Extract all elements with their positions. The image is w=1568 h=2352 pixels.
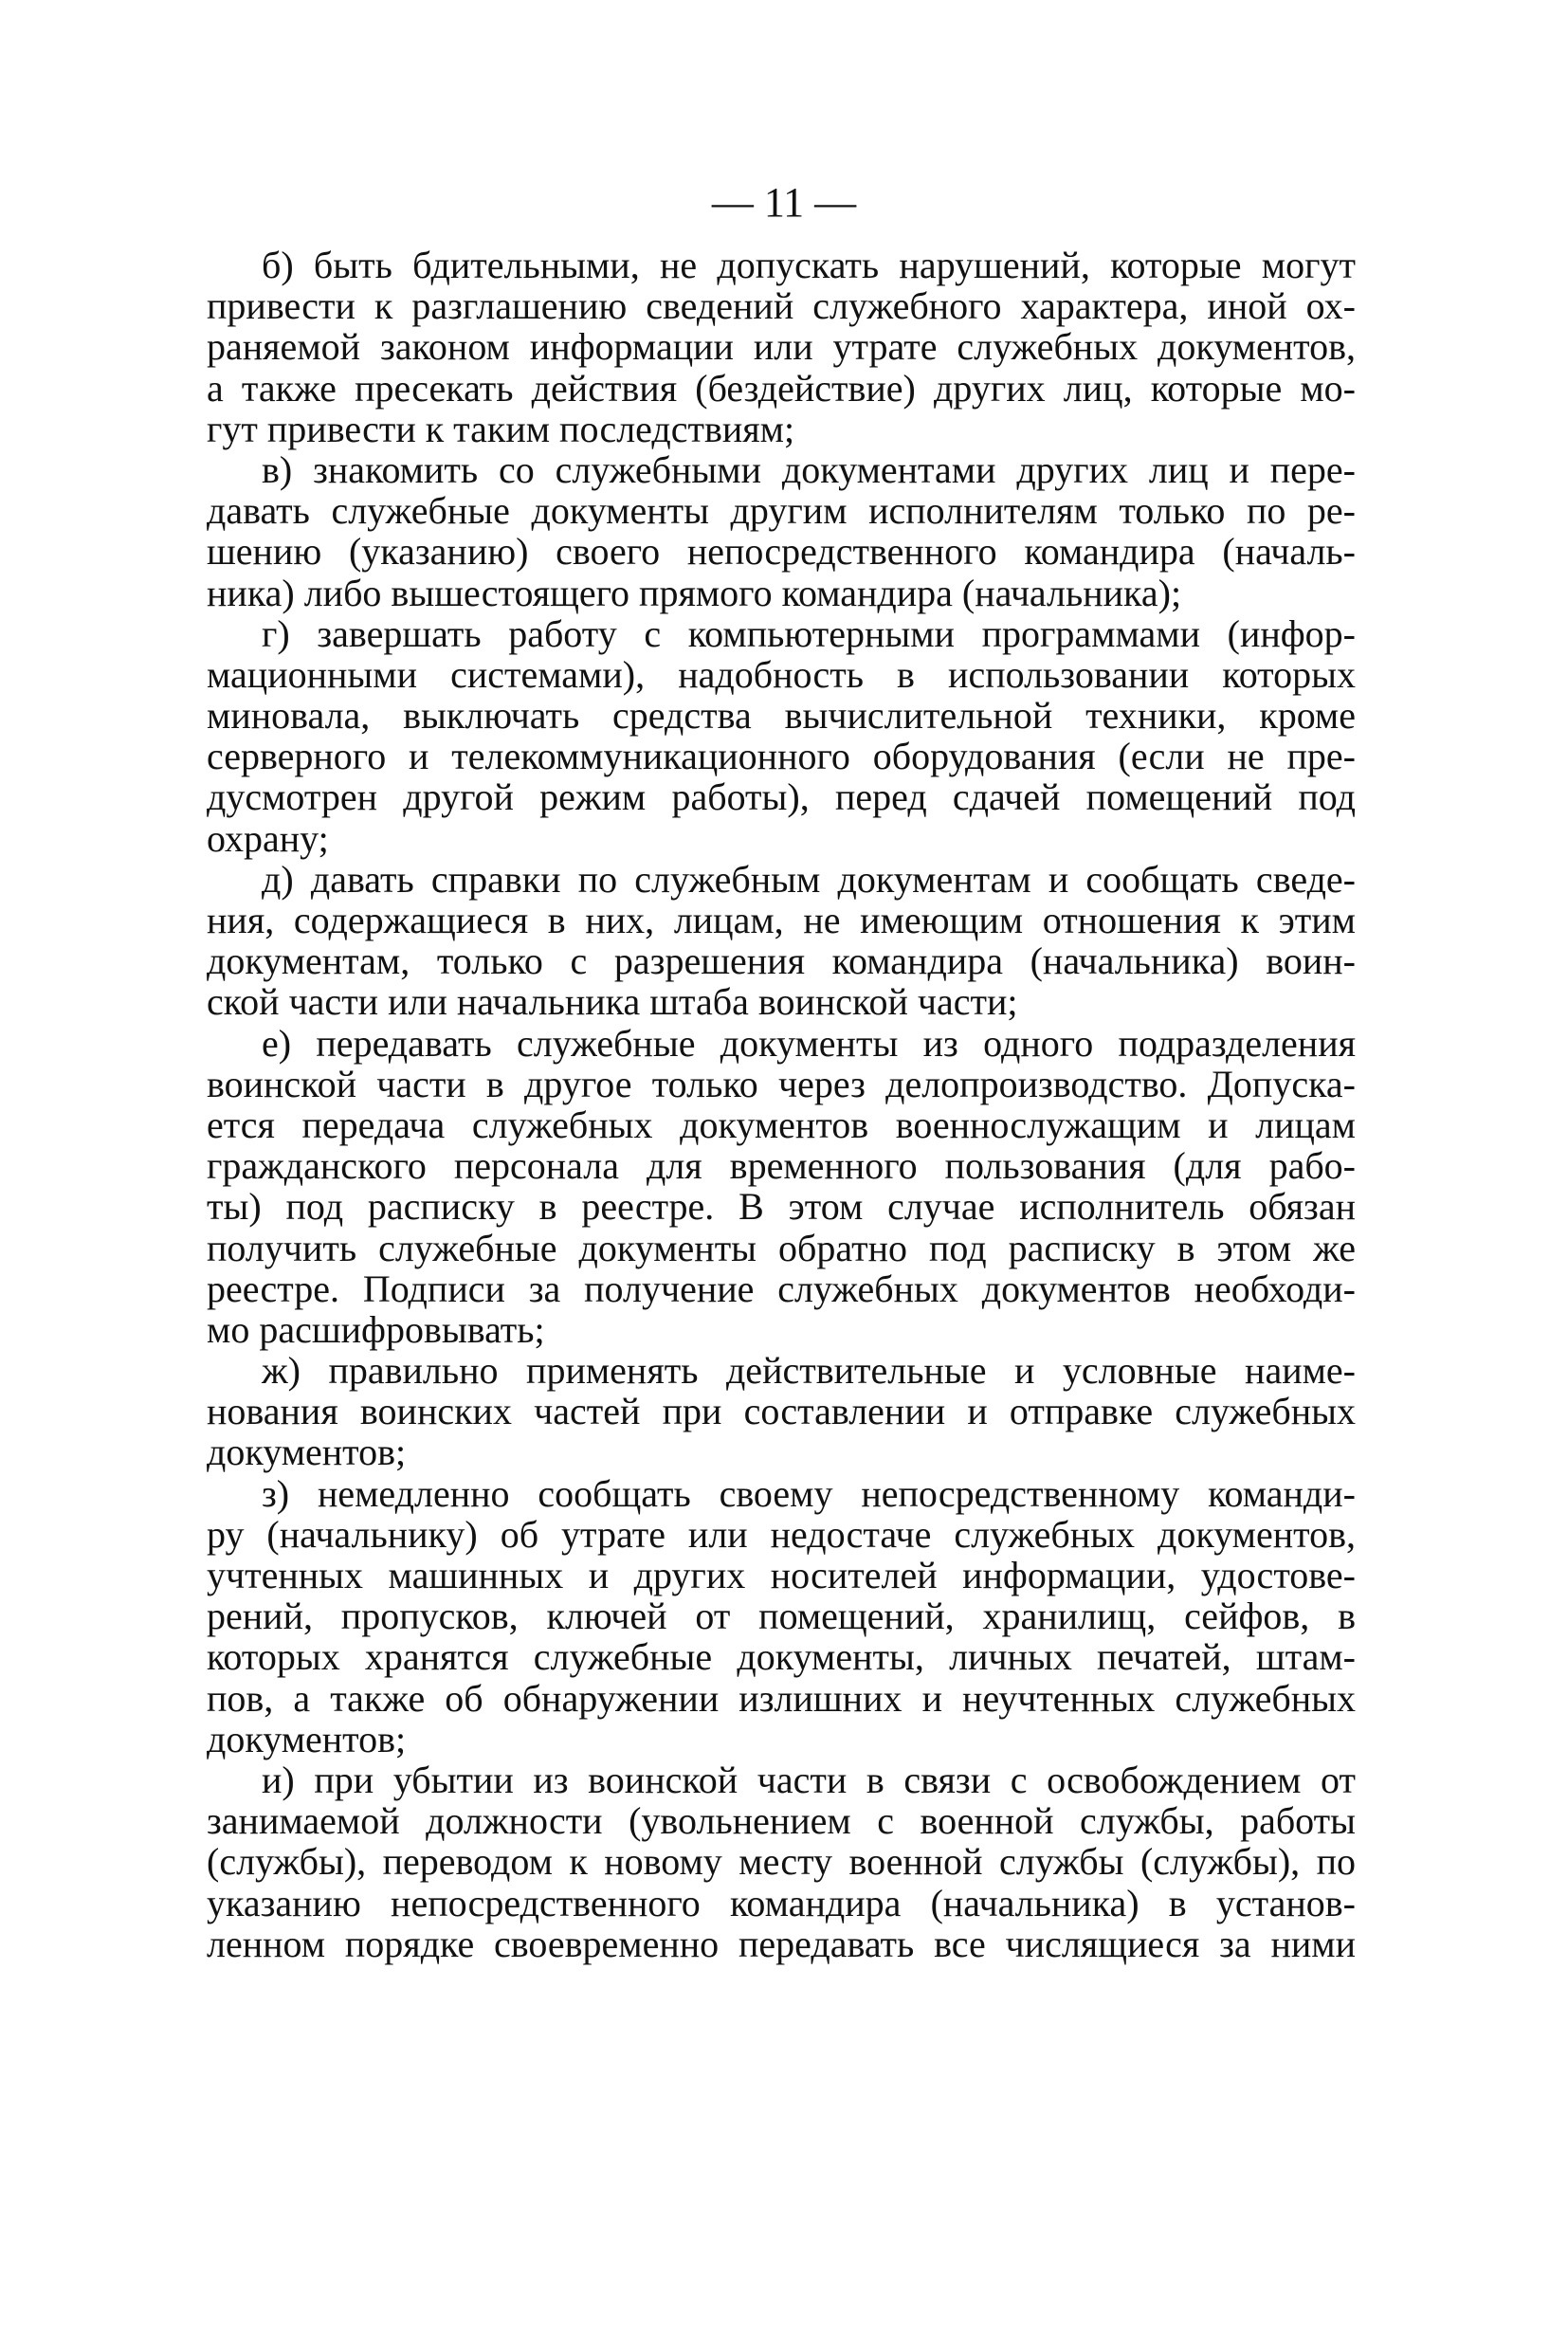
text-line: ленном порядке своевременно передавать все числящиеся за ними: [207, 1922, 1356, 1965]
text-line: которых хранятся служебные документы, личных печатей, штам-: [207, 1635, 1356, 1679]
page-number: — 11 —: [711, 179, 857, 226]
text-line: а также пресекать действия (бездействие) других лиц, которые мо-: [207, 366, 1356, 410]
text-line: получить служебные документы обратно под расписку в этом же: [207, 1226, 1356, 1269]
text-line: д) давать справки по служебным документам и сообщать сведе-: [262, 857, 1356, 901]
text-line: шению (указанию) своего непосредственного командира (началь-: [207, 530, 1356, 574]
text-line: ты) под расписку в реестре. В этом случае исполнитель обязан: [207, 1185, 1356, 1229]
paragraph: [207, 1473, 1356, 1759]
paragraph: [207, 449, 1356, 613]
text-line: е) передавать служебные документы из одного подразделения: [262, 1021, 1356, 1065]
text-line: воинской части в другое только через делопроизводство. Допуска-: [207, 1062, 1356, 1105]
text-line: раняемой законом информации или утрате служебных документов,: [207, 325, 1356, 369]
text-line: привести к разглашению сведений служебного характера, иной ох-: [207, 284, 1356, 328]
text-line: г) завершать работу с компьютерными программами (инфор-: [262, 611, 1356, 655]
paragraph: [207, 1759, 1356, 1964]
text-line: ния, содержащиеся в них, лицам, не имеющим отношения к этим: [207, 899, 1356, 941]
paragraph: [207, 1350, 1356, 1473]
text-line: нования воинских частей при составлении и отправке служебных: [207, 1390, 1356, 1433]
paragraph: [207, 245, 1356, 449]
paragraph: [207, 613, 1356, 859]
text-line: гут привести к таким последствиям;: [207, 407, 795, 450]
text-line: мо расшифровывать;: [207, 1307, 545, 1351]
text-line: учтенных машинных и других носителей информации, удостове-: [207, 1554, 1356, 1596]
text-line: документов;: [207, 1717, 407, 1760]
paragraph: [207, 859, 1356, 1023]
document-body: [207, 245, 1356, 1964]
paragraph: [207, 1023, 1356, 1351]
text-line: пов, а также об обнаружении излишних и неучтенных служебных: [207, 1676, 1356, 1720]
text-line: указанию непосредственного командира (начальника) в установ-: [207, 1881, 1356, 1924]
text-line: ется передача служебных документов военнослужащим и лицам: [207, 1103, 1356, 1146]
text-line: охрану;: [207, 816, 329, 860]
text-line: мационными системами), надобность в использовании которых: [207, 652, 1356, 696]
text-line: реестре. Подписи за получение служебных документов необходи-: [207, 1267, 1356, 1310]
text-line: в) знакомить со служебными документами других лиц и пере-: [262, 447, 1356, 491]
text-line: давать служебные документы другим исполнителям только по ре-: [207, 489, 1356, 533]
text-line: ника) либо вышестоящего прямого командира (начальника);: [207, 571, 1182, 614]
text-line: ру (начальнику) об утрате или недостаче служебных документов,: [207, 1512, 1356, 1556]
text-line: з) немедленно сообщать своему непосредственному команди-: [262, 1471, 1356, 1515]
text-line: (службы), переводом к новому месту военной службы (службы), по: [207, 1840, 1356, 1884]
text-line: ж) правильно применять действительные и условные наиме-: [262, 1349, 1356, 1393]
text-line: гражданского персонала для временного пользования (для рабо-: [207, 1144, 1356, 1188]
text-line: рений, пропусков, ключей от помещений, хранилищ, сейфов, в: [207, 1595, 1356, 1638]
text-line: занимаемой должности (увольнением с военной службы, работы: [207, 1799, 1356, 1843]
text-line: ской части или начальника штаба воинской части;: [207, 980, 1018, 1024]
text-line: миновала, выключать средства вычислительной техники, кроме: [207, 694, 1356, 738]
text-line: серверного и телекоммуникационного оборудования (если не пре-: [207, 735, 1356, 778]
text-line: документов;: [207, 1431, 407, 1474]
text-line: и) при убытии из воинской части в связи с освобождением от: [262, 1758, 1356, 1801]
text-line: дусмотрен другой режим работы), перед сдачей помещений под: [207, 775, 1356, 819]
text-line: б) быть бдительными, не допускать нарушений, которые могут: [262, 244, 1356, 286]
text-line: документам, только с разрешения командира (начальника) воин-: [207, 939, 1356, 983]
